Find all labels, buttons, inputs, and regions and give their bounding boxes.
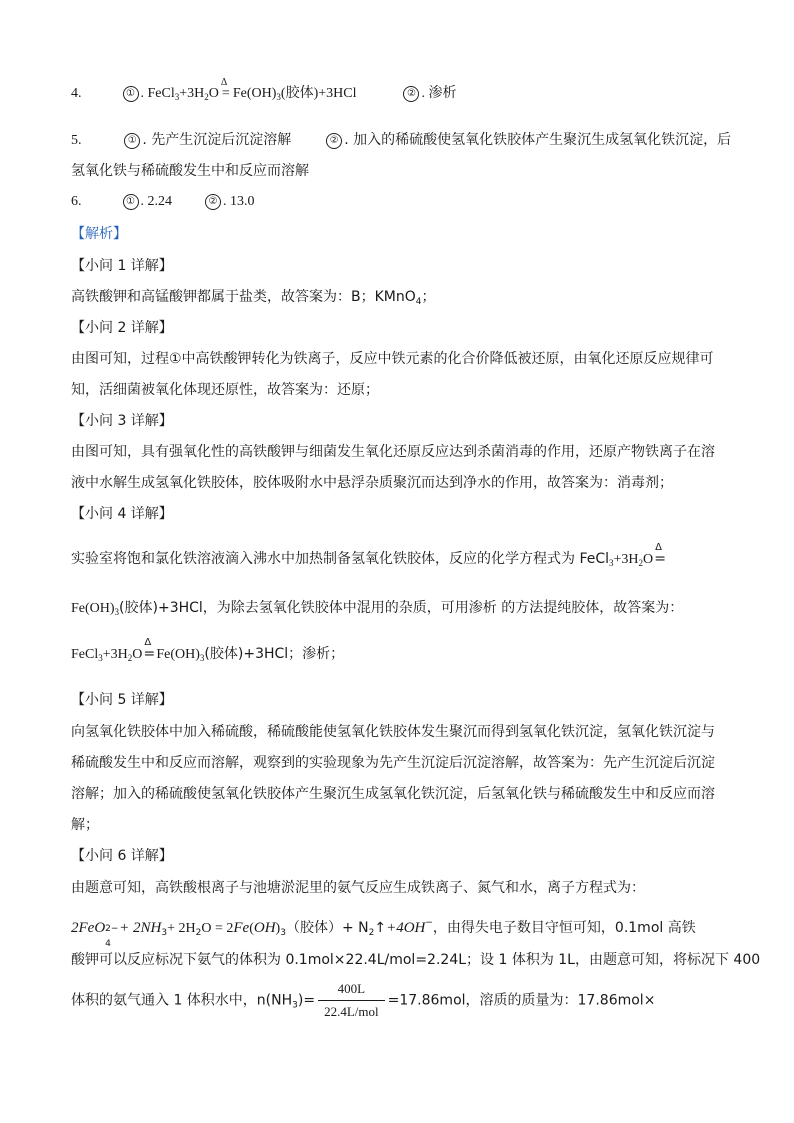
answer-text: . 2.24 — [140, 194, 172, 209]
subscript: 2 — [204, 92, 209, 102]
subscript: 3 — [199, 653, 205, 663]
formula-text: O — [643, 552, 654, 567]
ionic-equation-line — [71, 913, 696, 949]
subscript: 4 — [105, 939, 111, 949]
eq-part: ↑ — [374, 920, 387, 936]
formula-text: O — [132, 647, 143, 662]
charge-superscript: − — [425, 918, 433, 928]
paragraph-line: 高铁酸钾和高锰酸钾都属于盐类，故答案为：B；KMnO — [71, 289, 416, 305]
eq-part: OH — [253, 920, 276, 936]
formula-text: FeCl — [71, 647, 99, 662]
eq-part: + 2H — [167, 921, 196, 936]
subscript: 3 — [276, 92, 281, 102]
answer-text: Fe(OH) — [232, 86, 277, 101]
subscript: 2 — [368, 928, 375, 938]
subscript: 3 — [609, 558, 614, 568]
subscript: 2 — [638, 558, 644, 568]
answer-5 — [71, 130, 731, 151]
section-4-heading: 【小问 4 详解】 — [71, 506, 173, 522]
answer-text: . 加入的稀硫酸使氢氧化铁胶体产生聚沉生成氢氧化铁沉淀，后 — [344, 132, 732, 148]
paragraph-line: (胶体)+3HCl，为除去氢氧化铁胶体中混用的杂质，可用渗析 的方法提纯胶体，故答案为： — [119, 600, 684, 616]
eq-part: OH — [403, 920, 426, 936]
section-6-fraction-line — [71, 978, 655, 1023]
section-3-heading: 【小问 3 详解】 — [71, 413, 173, 429]
eq-part: + 2 — [119, 920, 141, 936]
answer-circle-2: ② — [403, 86, 419, 102]
section-1-heading: 【小问 1 详解】 — [71, 258, 173, 274]
paragraph-line: 由题意可知，高铁酸根离子与池塘淤泥里的氨气反应生成铁离子、氮气和水，离子方程式为： — [71, 880, 645, 896]
answer-number: 5. — [71, 133, 82, 148]
subscript: 3 — [280, 928, 286, 938]
eq-part: +4 — [386, 920, 404, 936]
paragraph-line: 知，活细菌被氧化体现还原性，故答案为：还原； — [71, 382, 379, 398]
eq-part: O = 2 — [201, 921, 234, 936]
analysis-heading: 【解析】 — [71, 226, 127, 242]
paragraph-line: 向氢氧化铁胶体中加入稀硫酸，稀硫酸能使氢氧化铁胶体发生聚沉而得到氢氧化铁沉淀，氢氧化铁沉淀与 — [71, 724, 715, 740]
paragraph-line: 溶解；加入的稀硫酸使氢氧化铁胶体产生聚沉生成氢氧化铁沉淀，后氢氧化铁与稀硫酸发生中和反应而溶 — [71, 786, 715, 802]
eq-part: FeO — [78, 920, 106, 936]
answer-4 — [71, 77, 457, 107]
answer-5-continued: 氢氧化铁与稀硫酸发生中和反应而溶解 — [71, 163, 309, 179]
paragraph-line: 由图可知，具有强氧化性的高铁酸钾与细菌发生氧化还原反应达到杀菌消毒的作用，还原产物铁离子在溶 — [71, 444, 715, 460]
paragraph-line: 由图可知，过程①中高铁酸钾转化为铁离子，反应中铁元素的化合价降低被还原，由氧化还原反应规律可 — [71, 351, 714, 367]
volume-fraction — [318, 978, 385, 1023]
eq-part: Fe — [233, 920, 250, 936]
section-4-line-1 — [71, 542, 667, 573]
answer-6 — [71, 192, 255, 212]
answer-text: . 13.0 — [223, 194, 255, 209]
formula-text: Fe(OH) — [156, 647, 200, 662]
paragraph-line: 解； — [71, 817, 99, 833]
answer-text: . 渗析 — [421, 86, 457, 101]
subscript: 3 — [98, 653, 103, 663]
delta-symbol: Δ — [220, 77, 228, 88]
answer-text: +3H — [179, 86, 205, 101]
answer-text: . FeCl — [140, 86, 175, 101]
delta-symbol: Δ — [655, 542, 662, 553]
delta-symbol: Δ — [144, 637, 152, 648]
answer-circle-1: ① — [123, 86, 139, 102]
heat-equals-sign: Δ = — [653, 549, 667, 569]
charge-superscript: 2− — [105, 924, 119, 934]
eq-part: （胶体）+ N — [285, 920, 369, 936]
section-1-text — [71, 287, 436, 312]
answer-text: . 先产生沉淀后沉淀溶解 — [142, 132, 292, 148]
answer-circle-1: ① — [124, 133, 140, 149]
paragraph-line: )= — [297, 992, 316, 1009]
answer-circle-2: ② — [326, 133, 342, 149]
paragraph-line: 体积的氨气通入 1 体积水中，n(NH — [71, 992, 293, 1009]
subscript: 4 — [415, 297, 422, 307]
answer-number: 6. — [71, 194, 82, 209]
section-5-heading: 【小问 5 详解】 — [71, 692, 173, 708]
paragraph-line: ； — [421, 289, 436, 305]
answer-number: 4. — [71, 86, 82, 101]
paragraph-line: =17.86mol，溶质的质量为：17.86mol× — [387, 992, 656, 1009]
answer-circle-1: ① — [123, 194, 139, 210]
paragraph-line: ，由得失电子数目守恒可知，0.1mol 高铁 — [432, 920, 696, 936]
eq-part: ) — [275, 921, 281, 936]
paragraph-line: 实验室将饱和氯化铁溶液滴入沸水中加热制备氢氧化铁胶体，反应的化学方程式为 FeCl — [71, 551, 610, 567]
heat-equals-sign: Δ = — [142, 644, 156, 664]
heat-equals-sign: Δ = — [219, 84, 233, 104]
paragraph-line: 酸钾可以反应标况下氨气的体积为 0.1mol×22.4L/mol=2.24L；设 1 体积为 1L，由题意可知，将标况下 400 — [71, 952, 761, 968]
eq-part: NH — [140, 920, 162, 936]
paragraph-line: (胶体)+3HCl；渗析； — [204, 646, 345, 662]
subscript: 3 — [114, 607, 120, 617]
subscript: 3 — [292, 1000, 298, 1011]
subscript: 2 — [127, 653, 133, 663]
section-6-heading: 【小问 6 详解】 — [71, 848, 173, 864]
formula-text: +3H — [102, 647, 128, 662]
answer-circle-2: ② — [205, 194, 221, 210]
answer-text: (胶体)+3HCl — [280, 86, 357, 101]
paragraph-line: 稀硫酸发生中和反应而溶解，观察到的实验现象为先产生沉淀后沉淀溶解，故答案为：先产生沉淀后沉淀 — [71, 755, 715, 771]
subscript: 3 — [161, 928, 168, 938]
eq-part: ( — [249, 921, 254, 936]
eq-part: 2 — [71, 920, 79, 936]
paragraph-line: 液中水解生成氢氧化铁胶体，胶体吸附水中悬浮杂质聚沉而达到净水的作用，故答案为：消毒剂； — [71, 475, 673, 491]
subscript: 3 — [174, 92, 180, 102]
section-4-line-2 — [71, 598, 683, 622]
answer-text: O — [208, 86, 219, 101]
fraction-numerator: 400L — [318, 978, 385, 1001]
section-4-line-3 — [71, 637, 345, 668]
formula-text: +3H — [613, 552, 639, 567]
subscript: 2 — [195, 928, 202, 938]
section-2-heading: 【小问 2 详解】 — [71, 320, 173, 336]
formula-text: Fe(OH) — [71, 601, 115, 616]
fraction-denominator: 22.4L/mol — [324, 1004, 379, 1019]
